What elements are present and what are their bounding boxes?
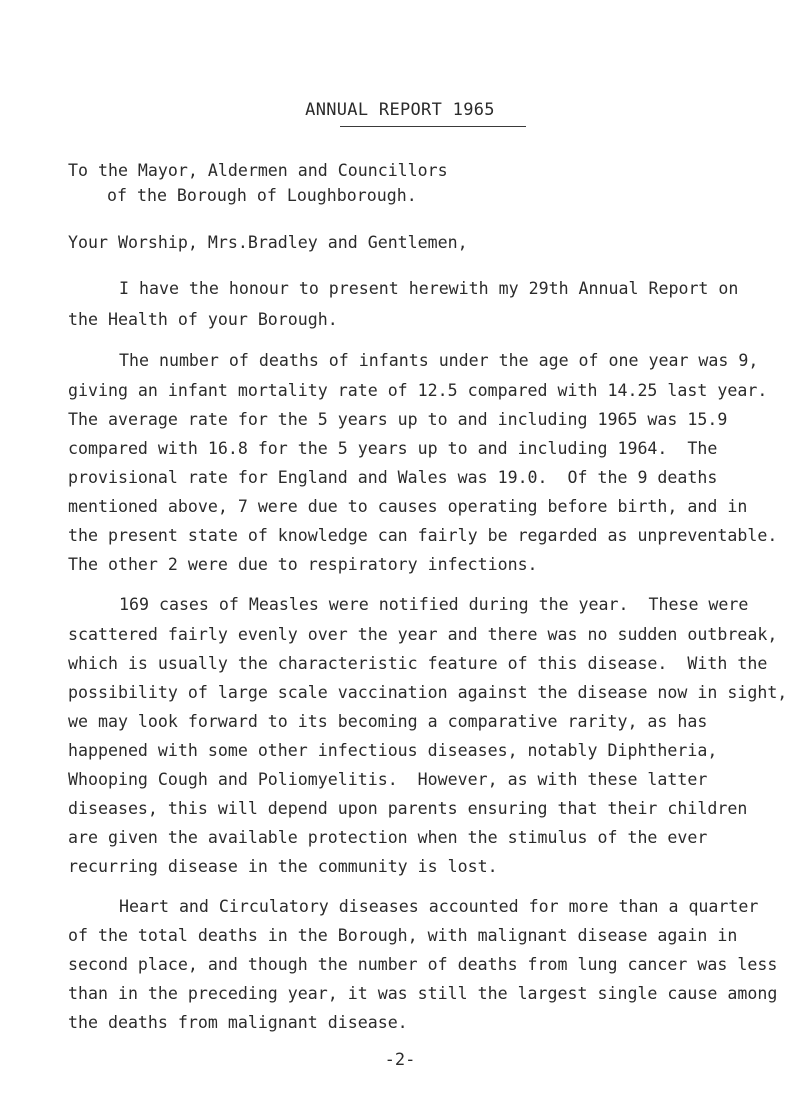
paragraph-line: the Health of your Borough. — [68, 310, 338, 329]
address-line: To the Mayor, Aldermen and Councillors — [68, 161, 448, 180]
paragraph-line: The average rate for the 5 years up to and including 1965 was 15.9 — [68, 410, 728, 429]
paragraph-line: second place, and though the number of deaths from lung cancer was less — [68, 955, 778, 974]
paragraph-line: I have the honour to present herewith my 29th Annual Report on — [119, 279, 739, 298]
address-line: of the Borough of Loughborough. — [107, 186, 417, 205]
paragraph-line: Whooping Cough and Poliomyelitis. However, as with these latter — [68, 770, 708, 789]
paragraph-line: 169 cases of Measles were notified during the year. These were — [119, 595, 749, 614]
paragraph-line: giving an infant mortality rate of 12.5 compared with 14.25 last year. — [68, 381, 768, 400]
paragraph-line: than in the preceding year, it was still the largest single cause among — [68, 984, 778, 1003]
paragraph-line: compared with 16.8 for the 5 years up to and including 1964. The — [68, 439, 718, 458]
paragraph-line: diseases, this will depend upon parents ensuring that their children — [68, 799, 748, 818]
paragraph-line: the present state of knowledge can fairly be regarded as unpreventable. — [68, 526, 778, 545]
paragraph-line: The number of deaths of infants under the age of one year was 9, — [119, 351, 759, 370]
title-underline — [340, 126, 526, 127]
paragraph-line: mentioned above, 7 were due to causes operating before birth, and in — [68, 497, 748, 516]
paragraph-line: possibility of large scale vaccination against the disease now in sight, — [68, 683, 788, 702]
paragraph-line: The other 2 were due to respiratory infections. — [68, 555, 538, 574]
paragraph-line: provisional rate for England and Wales was 19.0. Of the 9 deaths — [68, 468, 718, 487]
page-number: -2- — [384, 1050, 416, 1070]
report-title: ANNUAL REPORT 1965 — [305, 100, 495, 120]
paragraph-line: are given the available protection when the stimulus of the ever — [68, 828, 708, 847]
paragraph-line: recurring disease in the community is lost. — [68, 857, 498, 876]
paragraph-line: which is usually the characteristic feature of this disease. With the — [68, 654, 768, 673]
salutation: Your Worship, Mrs.Bradley and Gentlemen, — [68, 233, 468, 252]
paragraph-line: of the total deaths in the Borough, with malignant disease again in — [68, 926, 738, 945]
paragraph-line: scattered fairly evenly over the year and there was no sudden outbreak, — [68, 625, 778, 644]
paragraph-line: Heart and Circulatory diseases accounted for more than a quarter — [119, 897, 759, 916]
paragraph-line: happened with some other infectious diseases, notably Diphtheria, — [68, 741, 718, 760]
paragraph-line: we may look forward to its becoming a comparative rarity, as has — [68, 712, 708, 731]
paragraph-line: the deaths from malignant disease. — [68, 1013, 408, 1032]
